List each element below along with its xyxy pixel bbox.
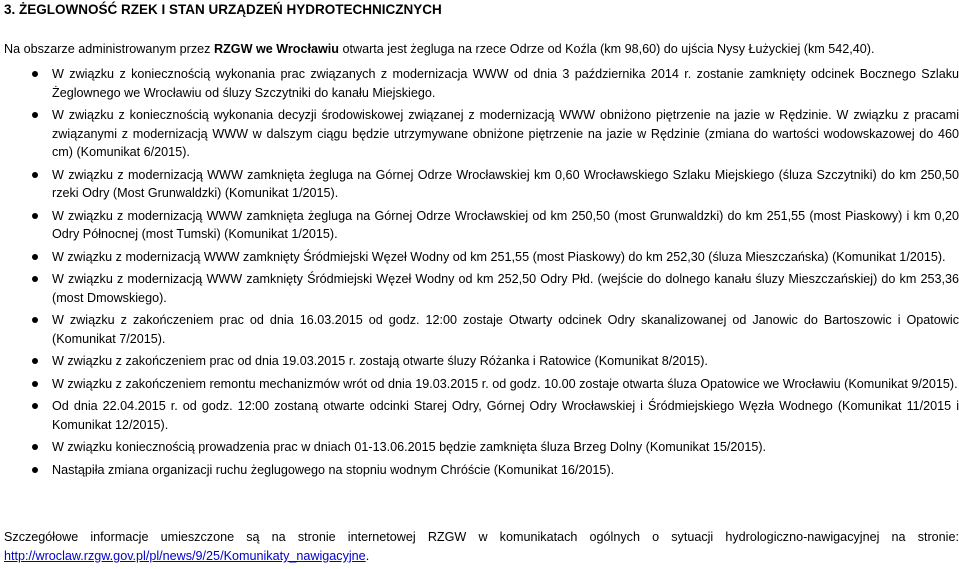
bullet-icon [32, 276, 38, 282]
intro-paragraph [4, 42, 955, 57]
closing-paragraph [4, 528, 959, 566]
list-item-text: W związku z koniecznością wykonania prac związanych z modernizacja WWW od dnia 3 października 2014 r. zostanie zamknięty odcinek Bocznego Szlaku Żeglownego we Wrocławiu od śluzy Szczytniki do kanału Miejskiego. [52, 67, 959, 100]
list-item-text: W związku z modernizacją WWW zamknięta żegluga na Górnej Odrze Wrocławskiej od km 250,50 (most Grunwaldzki) do km 251,55 (most Piaskowy) i km 0,20 Odry Północnej (most Tumski) (Komunikat 1/2015). [52, 208, 959, 241]
section-heading: 3. ŻEGLOWNOŚĆ RZEK I STAN URZĄDZEŃ HYDROTECHNICZNYCH [4, 2, 442, 17]
bullet-icon [32, 317, 38, 323]
list-item [4, 166, 959, 203]
bullet-icon [32, 403, 38, 409]
bullet-icon [32, 381, 38, 387]
list-item-text: Nastąpiła zmiana organizacji ruchu żeglugowego na stopniu wodnym Chróście (Komunikat 16/2015). [52, 462, 615, 477]
list-item [4, 438, 959, 457]
notice-list [4, 65, 959, 483]
list-item [4, 106, 959, 162]
list-item [4, 270, 959, 307]
closing-period: . [365, 549, 370, 563]
closing-text: Szczegółowe informacje umieszczone są na stronie internetowej RZGW w komunikatach ogólnych o sytuacji hydrologiczno-nawigacyjnej na stronie: [4, 530, 959, 544]
list-item [4, 352, 959, 371]
bullet-icon [32, 358, 38, 364]
bullet-icon [32, 112, 38, 118]
list-item [4, 65, 959, 102]
intro-prefix: Na obszarze administrowanym przez [4, 42, 214, 56]
bullet-icon [32, 71, 38, 77]
list-item [4, 311, 959, 348]
list-item-text: W związku z modernizacją WWW zamknięta żegluga na Górnej Odrze Wrocławskiej km 0,60 Wrocławskiego Szlaku Miejskiego (śluza Szczytniki) do km 250,50 rzeki Odry (Most Grunwaldzki) (Komunikat 1/2015). [52, 167, 959, 200]
list-item-text: W związku z zakończeniem remontu mechanizmów wrót od dnia 19.03.2015 r. od godz. 10.00 zostaje otwarta śluza Opatowice we Wrocławiu (Komunikat 9/2015). [52, 376, 958, 391]
intro-bold: RZGW we Wrocławiu [213, 42, 339, 56]
intro-suffix: otwarta jest żegluga na rzece Odrze od Koźla (km 98,60) do ujścia Nysy Łużyckiej (km 542,40). [339, 42, 875, 56]
bullet-icon [32, 254, 38, 260]
list-item-text: Od dnia 22.04.2015 r. od godz. 12:00 zostaną otwarte odcinki Starej Odry, Górnej Odry Wrocławskiej i Śródmiejskiego Węzła Wodnego (Komunikat 11/2015 i Komunikat 12/2015). [52, 399, 959, 432]
list-item-text: W związku koniecznością prowadzenia prac w dniach 01-13.06.2015 będzie zamknięta śluza Brzeg Dolny (Komunikat 15/2015). [52, 440, 767, 454]
list-item-text: W związku z koniecznością wykonania decyzji środowiskowej związanej z modernizacją WWW obniżono piętrzenie na jazie w Rędzinie. W związku z pracami związanymi z modernizacją WWW w dalszym ciągu będzie utrzymywane obniżone piętrzenie na jazie w Rędzinie (zmiana do wartości wodowskazowej do 460 cm) (Komunikat 6/2015). [52, 108, 959, 159]
bullet-icon [32, 467, 38, 473]
bullet-icon [32, 213, 38, 219]
list-item [4, 461, 959, 480]
list-item-text: W związku z modernizacją WWW zamknięty Śródmiejski Węzeł Wodny od km 251,55 (most Piaskowy) do km 252,30 (śluza Mieszczańska) (Komunikat 1/2015). [52, 249, 946, 264]
list-item-text: W związku z zakończeniem prac od dnia 19.03.2015 r. zostają otwarte śluzy Różanka i Ratowice (Komunikat 8/2015). [52, 354, 708, 368]
list-item [4, 397, 959, 434]
list-item-text: W związku z zakończeniem prac od dnia 16.03.2015 od godz. 12:00 zostaje Otwarty odcinek Odry skanalizowanej od Janowic do Bartoszowic i Opatowic (Komunikat 7/2015). [52, 313, 959, 346]
list-item [4, 248, 959, 267]
bullet-icon [32, 444, 38, 450]
navigation-notices-link[interactable]: http://wroclaw.rzgw.gov.pl/pl/news/9/25/Komunikaty_nawigacyjne [4, 549, 366, 563]
bullet-icon [32, 172, 38, 178]
list-item [4, 375, 959, 394]
list-item-text: W związku z modernizacją WWW zamknięty Śródmiejski Węzeł Wodny od km 252,50 Odry Płd. (wejście do dolnego kanału śluzy Mieszczańskiej) do km 253,36 (most Dmowskiego). [52, 272, 959, 305]
list-item [4, 207, 959, 244]
